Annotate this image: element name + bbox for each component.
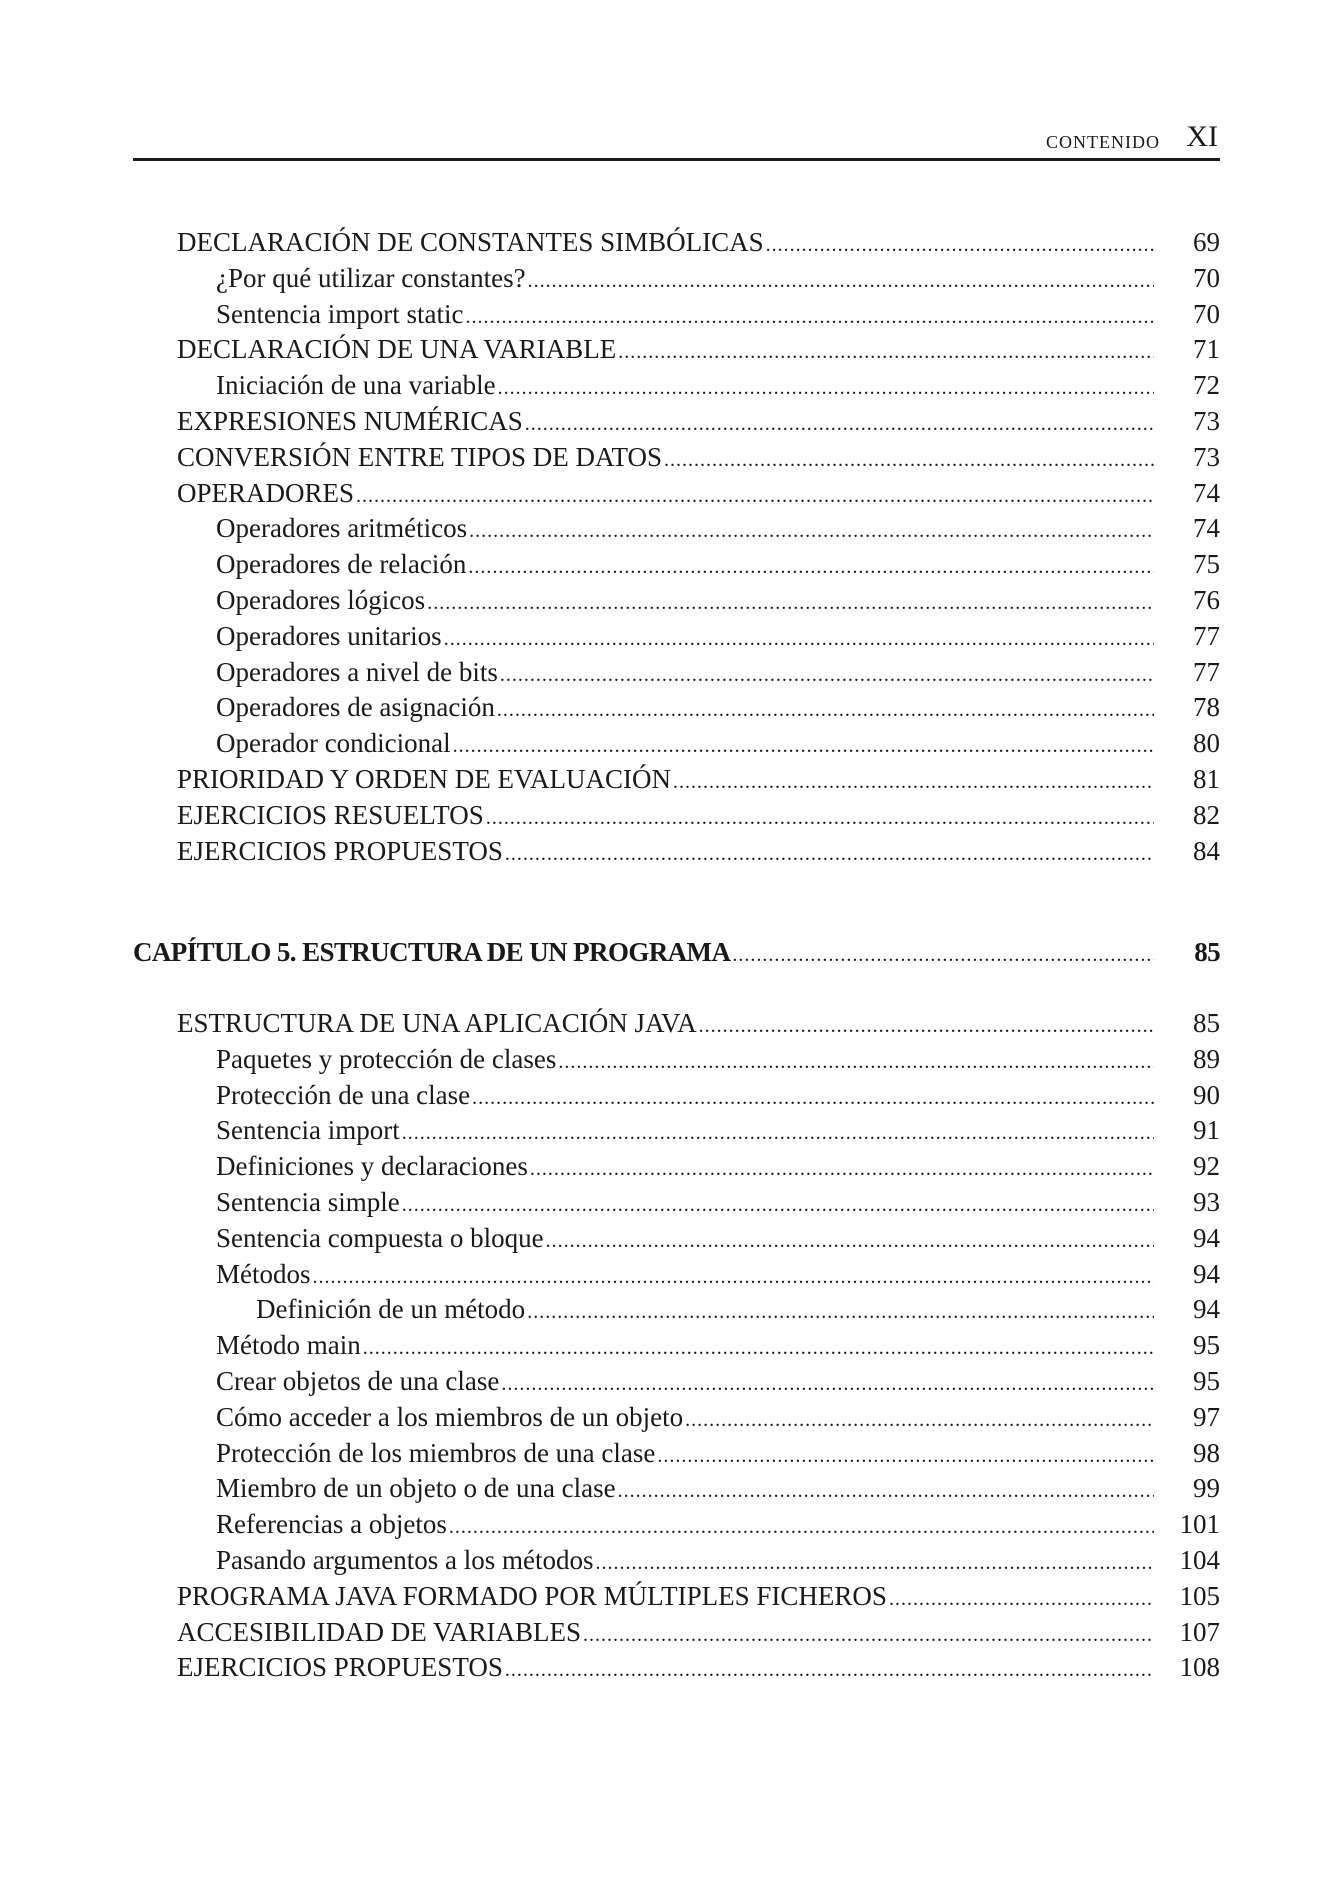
dot-leader [505, 837, 1154, 873]
chapter-title: CAPÍTULO 5. ESTRUCTURA DE UN PROGRAMA [133, 937, 731, 967]
toc-entry-title: EJERCICIOS PROPUESTOS [177, 1652, 503, 1683]
toc-entry-page-number: 93 [1193, 1186, 1220, 1217]
chapter-page-number: 85 [1194, 937, 1220, 967]
dot-leader [583, 1618, 1154, 1654]
toc-entry-page-number: 78 [1193, 692, 1220, 723]
toc-entry[interactable] [133, 1185, 1220, 1221]
toc-entry-title: Protección de una clase [216, 1079, 471, 1110]
toc-section-block-1 [133, 225, 1220, 869]
toc-entry[interactable] [133, 726, 1220, 762]
dot-leader [889, 1582, 1154, 1618]
toc-entry-title: Definiciones y declaraciones [216, 1151, 528, 1182]
dot-leader [356, 479, 1154, 515]
dot-leader [664, 443, 1154, 479]
dot-leader [444, 622, 1154, 658]
dot-leader [468, 550, 1154, 586]
toc-entry-page-number: 82 [1193, 799, 1220, 830]
dot-leader [465, 300, 1154, 336]
toc-entry[interactable] [133, 583, 1220, 619]
toc-entry-page-number: 99 [1193, 1473, 1220, 1504]
dot-leader [673, 765, 1154, 801]
toc-entry-page-number: 94 [1193, 1258, 1220, 1289]
dot-leader [427, 586, 1154, 622]
toc-entry-title: Método main [216, 1330, 361, 1361]
toc-entry-title: Iniciación de una variable [216, 370, 496, 401]
dot-leader [558, 1045, 1154, 1081]
toc-section-block-2 [133, 1006, 1220, 1686]
toc-entry-title: Paquetes y protección de clases [216, 1043, 557, 1074]
toc-entry[interactable] [133, 1221, 1220, 1257]
toc-entry-title: Sentencia import static [216, 298, 464, 329]
toc-entry[interactable] [133, 655, 1220, 691]
toc-entry-page-number: 73 [1193, 441, 1220, 472]
toc-entry[interactable] [133, 1328, 1220, 1364]
toc-entry[interactable] [133, 368, 1220, 404]
toc-entry-page-number: 98 [1193, 1437, 1220, 1468]
toc-entry-page-number: 101 [1179, 1509, 1220, 1540]
toc-entry-page-number: 70 [1193, 298, 1220, 329]
toc-entry-title: Operadores unitarios [216, 620, 442, 651]
toc-entry-page-number: 73 [1193, 405, 1220, 436]
dot-leader [469, 514, 1154, 550]
toc-entry-title: DECLARACIÓN DE CONSTANTES SIMBÓLICAS [177, 227, 764, 257]
toc-entry-page-number: 77 [1193, 656, 1220, 687]
dot-leader [402, 1116, 1154, 1152]
toc-entry[interactable] [133, 1257, 1220, 1293]
toc-entry-page-number: 107 [1179, 1616, 1220, 1647]
toc-entry[interactable] [133, 225, 1220, 261]
toc-entry-title: Sentencia compuesta o bloque [216, 1222, 544, 1253]
toc-entry-page-number: 85 [1193, 1008, 1220, 1038]
toc-entry-page-number: 95 [1193, 1365, 1220, 1396]
toc-entry[interactable] [133, 261, 1220, 297]
toc-entry-title: Cómo acceder a los miembros de un objeto [216, 1401, 684, 1432]
toc-entry-page-number: 90 [1193, 1079, 1220, 1110]
dot-leader [505, 1653, 1154, 1689]
toc-entry-title: Operadores aritméticos [216, 513, 468, 544]
toc-entry-page-number: 80 [1193, 728, 1220, 759]
toc-entry-title: EJERCICIOS PROPUESTOS [177, 835, 503, 866]
dot-leader [497, 693, 1154, 729]
toc-entry-page-number: 70 [1193, 262, 1220, 293]
dot-leader [699, 1009, 1154, 1045]
toc-entry-page-number: 94 [1193, 1294, 1220, 1325]
dot-leader [657, 1439, 1154, 1475]
toc-entry[interactable] [133, 1507, 1220, 1543]
dot-leader [498, 371, 1154, 407]
toc-entry-title: Sentencia simple [216, 1186, 400, 1217]
dot-leader [685, 1403, 1154, 1439]
toc-entry[interactable] [133, 834, 1220, 870]
toc-entry-title: PROGRAMA JAVA FORMADO POR MÚLTIPLES FICHEROS [177, 1580, 887, 1611]
dot-leader [402, 1188, 1154, 1224]
dot-leader [618, 1474, 1154, 1510]
toc-entry-title: DECLARACIÓN DE UNA VARIABLE [177, 334, 617, 365]
toc-entry-title: PRIORIDAD Y ORDEN DE EVALUACIÓN [177, 763, 671, 794]
toc-entry-page-number: 104 [1179, 1544, 1220, 1575]
toc-entry-title: Pasando argumentos a los métodos [216, 1544, 594, 1575]
toc-entry-title: CONVERSIÓN ENTRE TIPOS DE DATOS [177, 441, 663, 472]
toc-entry-title: ¿Por qué utilizar constantes? [216, 262, 526, 293]
toc-entry-page-number: 72 [1193, 370, 1220, 401]
header-page-number: XI [1186, 120, 1218, 153]
toc-entry-page-number: 75 [1193, 549, 1220, 580]
toc-entry-page-number: 74 [1193, 513, 1220, 544]
toc-entry-page-number: 95 [1193, 1330, 1220, 1361]
toc-entry-page-number: 74 [1193, 477, 1220, 508]
toc-entry-title: Crear objetos de una clase [216, 1365, 500, 1396]
toc-entry-title: ACCESIBILIDAD DE VARIABLES [177, 1616, 582, 1647]
toc-entry[interactable] [133, 619, 1220, 655]
dot-leader [363, 1331, 1154, 1367]
dot-leader [527, 1295, 1154, 1331]
dot-leader [530, 1152, 1154, 1188]
toc-entry[interactable] [133, 1543, 1220, 1579]
toc-entry[interactable] [133, 1579, 1220, 1615]
toc-entry[interactable] [133, 332, 1220, 368]
toc-entry-title: Operador condicional [216, 728, 451, 759]
dot-leader [595, 1546, 1154, 1582]
toc-entry-page-number: 76 [1193, 584, 1220, 615]
dot-leader [766, 228, 1154, 264]
toc-entry[interactable] [133, 547, 1220, 583]
toc-entry[interactable] [133, 798, 1220, 834]
dot-leader [732, 944, 1154, 967]
toc-entry-page-number: 77 [1193, 620, 1220, 651]
toc-entry-title: EXPRESIONES NUMÉRICAS [177, 405, 523, 436]
toc-entry[interactable] [133, 1006, 1220, 1042]
toc-entry[interactable] [133, 1436, 1220, 1472]
toc-entry-title: Operadores de asignación [216, 692, 495, 723]
dot-leader [313, 1260, 1155, 1296]
dot-leader [546, 1224, 1154, 1260]
dot-leader [528, 264, 1154, 300]
toc-entry-page-number: 71 [1193, 334, 1220, 365]
toc-entry-page-number: 91 [1193, 1115, 1220, 1146]
toc-entry[interactable] [133, 1650, 1220, 1686]
toc-entry-title: Operadores a nivel de bits [216, 656, 498, 687]
dot-leader [618, 335, 1154, 371]
toc-entry[interactable] [133, 1400, 1220, 1436]
dot-leader [453, 729, 1154, 765]
toc-entry[interactable] [133, 511, 1220, 547]
toc-entry-title: Definición de un método [256, 1294, 526, 1325]
toc-entry[interactable] [133, 1615, 1220, 1651]
toc-entry[interactable] [133, 1364, 1220, 1400]
toc-entry[interactable] [133, 762, 1220, 798]
toc-entry[interactable] [133, 690, 1220, 726]
toc-entry-title: Operadores lógicos [216, 584, 426, 615]
toc-entry-title: Sentencia import [216, 1115, 400, 1146]
toc-entry[interactable] [133, 1471, 1220, 1507]
toc-entry[interactable] [133, 440, 1220, 476]
toc-entry-page-number: 97 [1193, 1401, 1220, 1432]
toc-entry-page-number: 94 [1193, 1222, 1220, 1253]
toc-entry[interactable] [133, 476, 1220, 512]
toc-entry[interactable] [133, 1149, 1220, 1185]
dot-leader [525, 407, 1154, 443]
toc-entry-title: Protección de los miembros de una clase [216, 1437, 656, 1468]
dot-leader [486, 801, 1154, 837]
toc-entry-title: Métodos [216, 1258, 311, 1289]
toc-entry-title: EJERCICIOS RESUELTOS [177, 799, 484, 830]
dot-leader [500, 658, 1154, 694]
toc-entry[interactable] [133, 1113, 1220, 1149]
chapter-heading[interactable] [133, 937, 1220, 977]
dot-leader [449, 1510, 1154, 1546]
toc-entry-page-number: 69 [1193, 227, 1220, 257]
header-section-title: CONTENIDO [1046, 132, 1160, 152]
toc-entry-title: OPERADORES [177, 477, 355, 508]
page-header [133, 118, 1220, 161]
toc-entry[interactable] [133, 297, 1220, 333]
dot-leader [472, 1081, 1154, 1117]
toc-entry-title: Miembro de un objeto o de una clase [216, 1473, 616, 1504]
toc-entry-title: Referencias a objetos [216, 1509, 447, 1540]
dot-leader [501, 1367, 1154, 1403]
toc-entry-page-number: 105 [1179, 1580, 1220, 1611]
toc-entry[interactable] [133, 1078, 1220, 1114]
toc-entry[interactable] [133, 1292, 1220, 1328]
toc-entry-page-number: 89 [1193, 1043, 1220, 1074]
toc-entry-page-number: 81 [1193, 763, 1220, 794]
toc-entry-page-number: 84 [1193, 835, 1220, 866]
toc-entry-title: Operadores de relación [216, 549, 467, 580]
toc-entry-title: ESTRUCTURA DE UNA APLICACIÓN JAVA [177, 1008, 697, 1038]
toc-entry[interactable] [133, 404, 1220, 440]
toc-entry[interactable] [133, 1042, 1220, 1078]
toc-entry-page-number: 92 [1193, 1151, 1220, 1182]
toc-entry-page-number: 108 [1179, 1652, 1220, 1683]
